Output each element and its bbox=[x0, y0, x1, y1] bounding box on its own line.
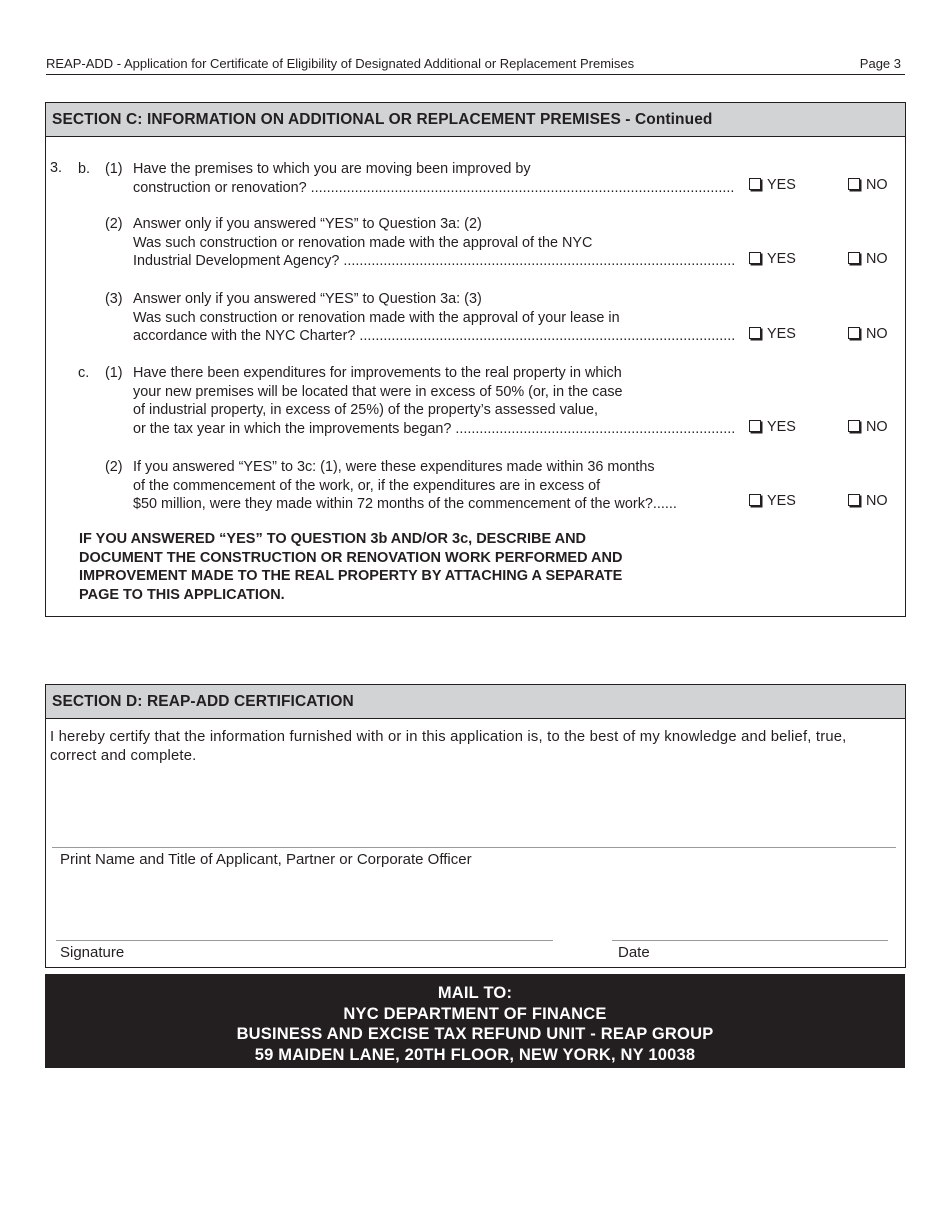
checkbox-icon bbox=[749, 494, 761, 506]
attachment-instructions: IF YOU ANSWERED “YES” TO QUESTION 3b AND/OR 3c, DESCRIBE AND DOCUMENT THE CONSTRUCTION OR RENOVATION WORK PERFORMED AND IMPROVEMENT MADE TO THE REAL PROPERTY BY ATTACHING A SEPARATE PAGE TO THIS APPLICATION. bbox=[79, 531, 623, 604]
section-d-title: SECTION D: REAP-ADD CERTIFICATION bbox=[52, 693, 354, 710]
no-checkbox[interactable] bbox=[848, 251, 888, 267]
section-c-header bbox=[46, 103, 905, 137]
question-letter: c. bbox=[78, 365, 90, 381]
question-text: construction or renovation? ..... bbox=[133, 179, 735, 198]
section-d-header bbox=[46, 685, 905, 719]
no-checkbox[interactable] bbox=[848, 177, 888, 193]
question-text: Was such construction or renovation made with the approval of your lease in bbox=[133, 309, 620, 326]
yes-checkbox[interactable] bbox=[749, 493, 796, 509]
yes-checkbox[interactable] bbox=[749, 419, 796, 435]
question-text: of industrial property, in excess of 25%) of the property’s assessed value, bbox=[133, 402, 599, 418]
question-text: Answer only if you answered “YES” to Question 3a: (2) bbox=[133, 216, 482, 232]
no-label: NO bbox=[866, 493, 888, 509]
question-letter: b. bbox=[78, 161, 91, 177]
no-checkbox[interactable] bbox=[848, 326, 888, 342]
yes-label: YES bbox=[767, 251, 796, 267]
no-label: NO bbox=[866, 419, 888, 435]
section-d bbox=[45, 684, 906, 968]
question-text: Have there been expenditures for improvements to the real property in which bbox=[133, 365, 622, 381]
page-number: Page 3 bbox=[859, 56, 901, 71]
mail-to-heading: MAIL TO: bbox=[437, 984, 513, 1002]
mail-to-department: NYC DEPARTMENT OF FINANCE bbox=[343, 1004, 607, 1023]
no-label: NO bbox=[866, 177, 888, 193]
checkbox-icon bbox=[848, 420, 860, 432]
checkbox-icon bbox=[749, 327, 761, 339]
no-checkbox[interactable] bbox=[848, 419, 888, 435]
date-label: Date bbox=[618, 944, 650, 961]
question-item-number: (1) bbox=[105, 365, 123, 381]
question-text: $50 million, were they made within 72 months of the commencement of the work?...... bbox=[133, 496, 677, 512]
name-title-label: Print Name and Title of Applicant, Partner or Corporate Officer bbox=[60, 851, 472, 868]
name-line[interactable] bbox=[52, 847, 896, 848]
signature-label: Signature bbox=[60, 944, 125, 961]
no-label: NO bbox=[866, 326, 888, 342]
yes-checkbox[interactable] bbox=[749, 326, 796, 342]
yes-label: YES bbox=[767, 493, 796, 509]
mail-to-block bbox=[45, 974, 905, 1068]
form-title: REAP-ADD - Application for Certificate of Eligibility of Designated Additional or Replacement Premises bbox=[46, 56, 635, 71]
yes-label: YES bbox=[767, 419, 796, 435]
question-text: If you answered “YES” to 3c: (1), were these expenditures made within 36 months bbox=[133, 459, 655, 475]
question-text: Answer only if you answered “YES” to Question 3a: (3) bbox=[133, 291, 482, 307]
no-checkbox[interactable] bbox=[848, 493, 888, 509]
mail-to-unit: BUSINESS AND EXCISE TAX REFUND UNIT - REAP GROUP bbox=[236, 1025, 714, 1043]
mail-to-address: 59 MAIDEN LANE, 20TH FLOOR, NEW YORK, NY 10038 bbox=[254, 1045, 696, 1064]
section-c-title: SECTION C: INFORMATION ON ADDITIONAL OR REPLACEMENT PREMISES - Continued bbox=[52, 111, 713, 128]
section-c bbox=[45, 102, 906, 617]
question-text: your new premises will be located that were in excess of 50% (or, in the case bbox=[133, 383, 623, 400]
checkbox-icon bbox=[848, 494, 860, 506]
question-text: accordance with the NYC Charter? ..... bbox=[133, 327, 735, 346]
no-label: NO bbox=[866, 251, 888, 267]
question-item-number: (3) bbox=[105, 291, 123, 307]
checkbox-icon bbox=[848, 178, 860, 190]
question-item-number: (2) bbox=[105, 459, 123, 475]
yes-label: YES bbox=[767, 326, 796, 342]
yes-checkbox[interactable] bbox=[749, 251, 796, 267]
question-text: Industrial Development Agency? ..... bbox=[133, 252, 735, 271]
question-text: Was such construction or renovation made with the approval of the NYC bbox=[133, 234, 593, 251]
certification-statement: I hereby certify that the information furnished with or in this application is, to the best of my knowledge and belief, true, correct and complete. bbox=[50, 729, 847, 764]
question-text: of the commencement of the work, or, if the expenditures are in excess of bbox=[133, 477, 601, 494]
page-header bbox=[46, 56, 905, 75]
checkbox-icon bbox=[848, 327, 860, 339]
date-line[interactable] bbox=[612, 940, 888, 941]
checkbox-icon bbox=[749, 252, 761, 264]
question-number: 3. bbox=[50, 160, 63, 176]
checkbox-icon bbox=[749, 178, 761, 190]
yes-checkbox[interactable] bbox=[749, 177, 796, 193]
signature-line[interactable] bbox=[56, 940, 553, 941]
question-text: or the tax year in which the improvements began? ..... bbox=[133, 420, 735, 439]
question-text: Have the premises to which you are moving been improved by bbox=[133, 161, 531, 177]
question-item-number: (2) bbox=[105, 216, 123, 232]
yes-label: YES bbox=[767, 177, 796, 193]
question-item-number: (1) bbox=[105, 161, 123, 177]
checkbox-icon bbox=[749, 420, 761, 432]
checkbox-icon bbox=[848, 252, 860, 264]
